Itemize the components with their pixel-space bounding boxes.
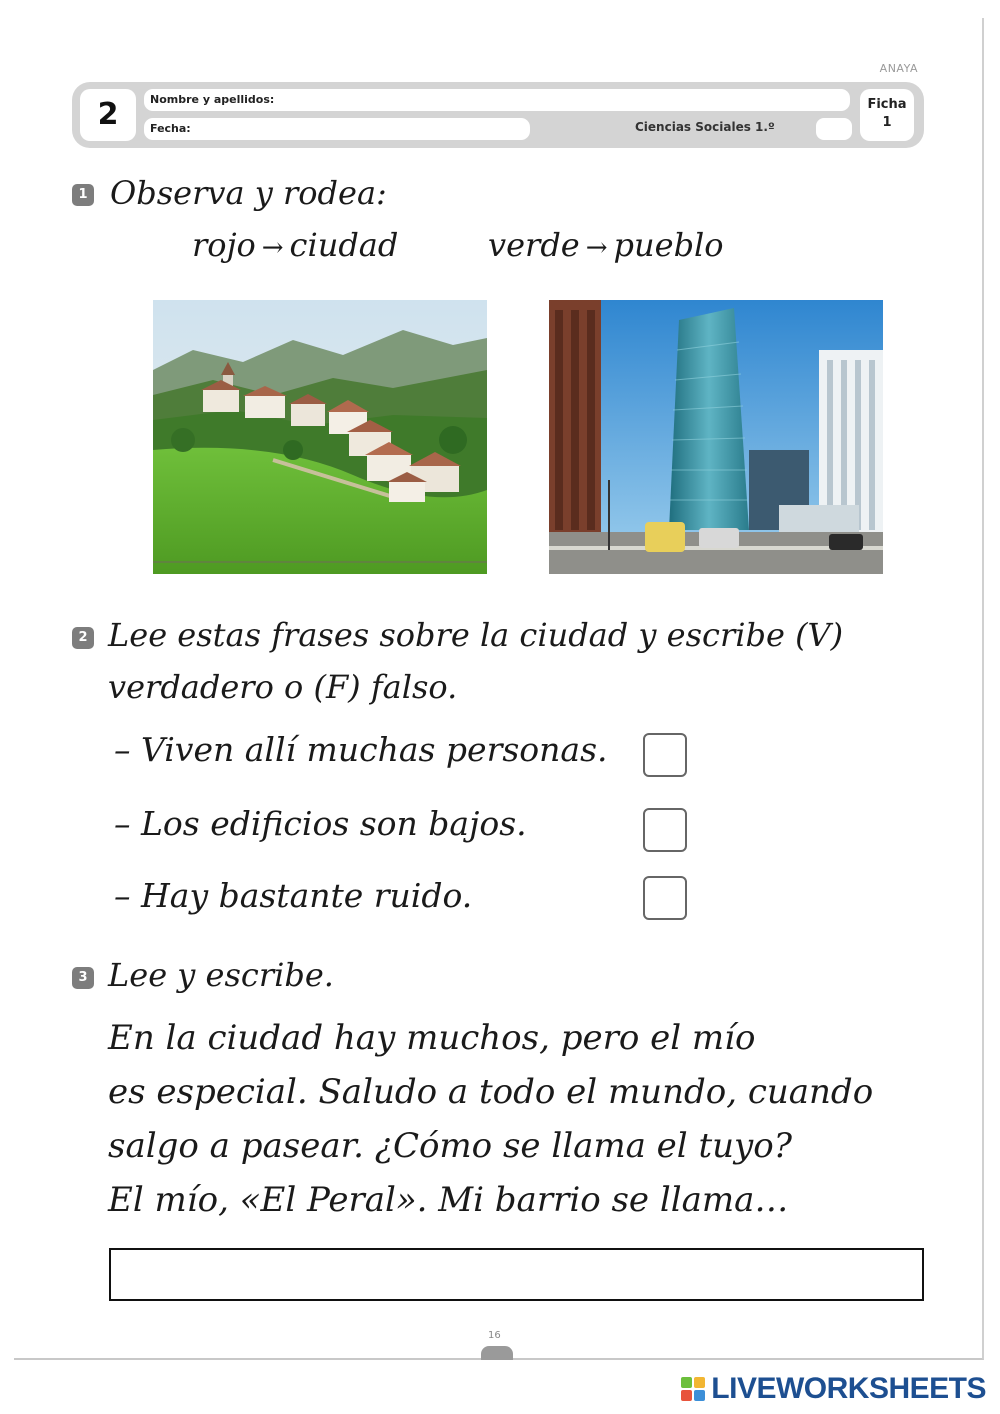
key-color-word: rojo [192, 226, 256, 264]
exercise-2-badge: 2 [72, 627, 94, 649]
answer-box-3[interactable] [643, 876, 687, 920]
publisher-logo: ANAYA [879, 62, 918, 75]
worksheet-header [72, 82, 924, 148]
liveworksheets-icon [681, 1377, 705, 1401]
key-color-word: verde [488, 226, 580, 264]
exercise-3-badge: 3 [72, 967, 94, 989]
arrow-icon: → [261, 233, 284, 263]
liveworksheets-logo [681, 1372, 986, 1406]
key-target-word: ciudad [289, 226, 399, 264]
date-field[interactable]: Fecha: [144, 118, 530, 140]
key-red-city [192, 226, 398, 264]
liveworksheets-wordmark: LIVEWORKSHEETS [711, 1372, 986, 1405]
subject-blank-field [816, 118, 852, 140]
name-field[interactable]: Nombre y apellidos: [144, 89, 850, 111]
statement-3: – Hay bastante ruido. [114, 876, 473, 915]
reading-line-2: es especial. Saludo a todo el mundo, cuando [108, 1072, 874, 1112]
answer-box-2[interactable] [643, 808, 687, 852]
statement-1: – Viven allí muchas personas. [114, 730, 608, 769]
page-number: 16 [488, 1330, 501, 1341]
exercise-1-badge: 1 [72, 184, 94, 206]
city-photo[interactable] [549, 300, 883, 574]
subject-label: Ciencias Sociales 1.º [635, 120, 775, 134]
exercise-2-instruction-line1: Lee estas frases sobre la ciudad y escribe (V) [108, 616, 844, 654]
reading-line-3: salgo a pasear. ¿Cómo se llama el tuyo? [108, 1126, 792, 1166]
reading-line-1: En la ciudad hay muchos, pero el mío [108, 1018, 756, 1058]
answer-box-1[interactable] [643, 733, 687, 777]
arrow-icon: → [585, 233, 608, 263]
key-target-word: pueblo [613, 226, 724, 264]
ficha-label: Ficha [867, 97, 907, 112]
answer-writing-line[interactable] [109, 1248, 924, 1301]
key-green-town [488, 226, 724, 264]
exercise-3-instruction: Lee y escribe. [108, 956, 334, 994]
statement-2: – Los edificios son bajos. [114, 804, 527, 843]
page-tab [481, 1346, 513, 1360]
reading-line-4: El mío, «El Peral». Mi barrio se llama… [108, 1180, 789, 1220]
exercise-2-instruction-line2: verdadero o (F) falso. [108, 668, 458, 706]
exercise-1-instruction: Observa y rodea: [110, 174, 387, 212]
unit-number: 2 [80, 89, 136, 141]
ficha-number: 1 [882, 115, 892, 130]
village-photo[interactable] [153, 300, 487, 574]
ficha-badge [860, 89, 914, 141]
